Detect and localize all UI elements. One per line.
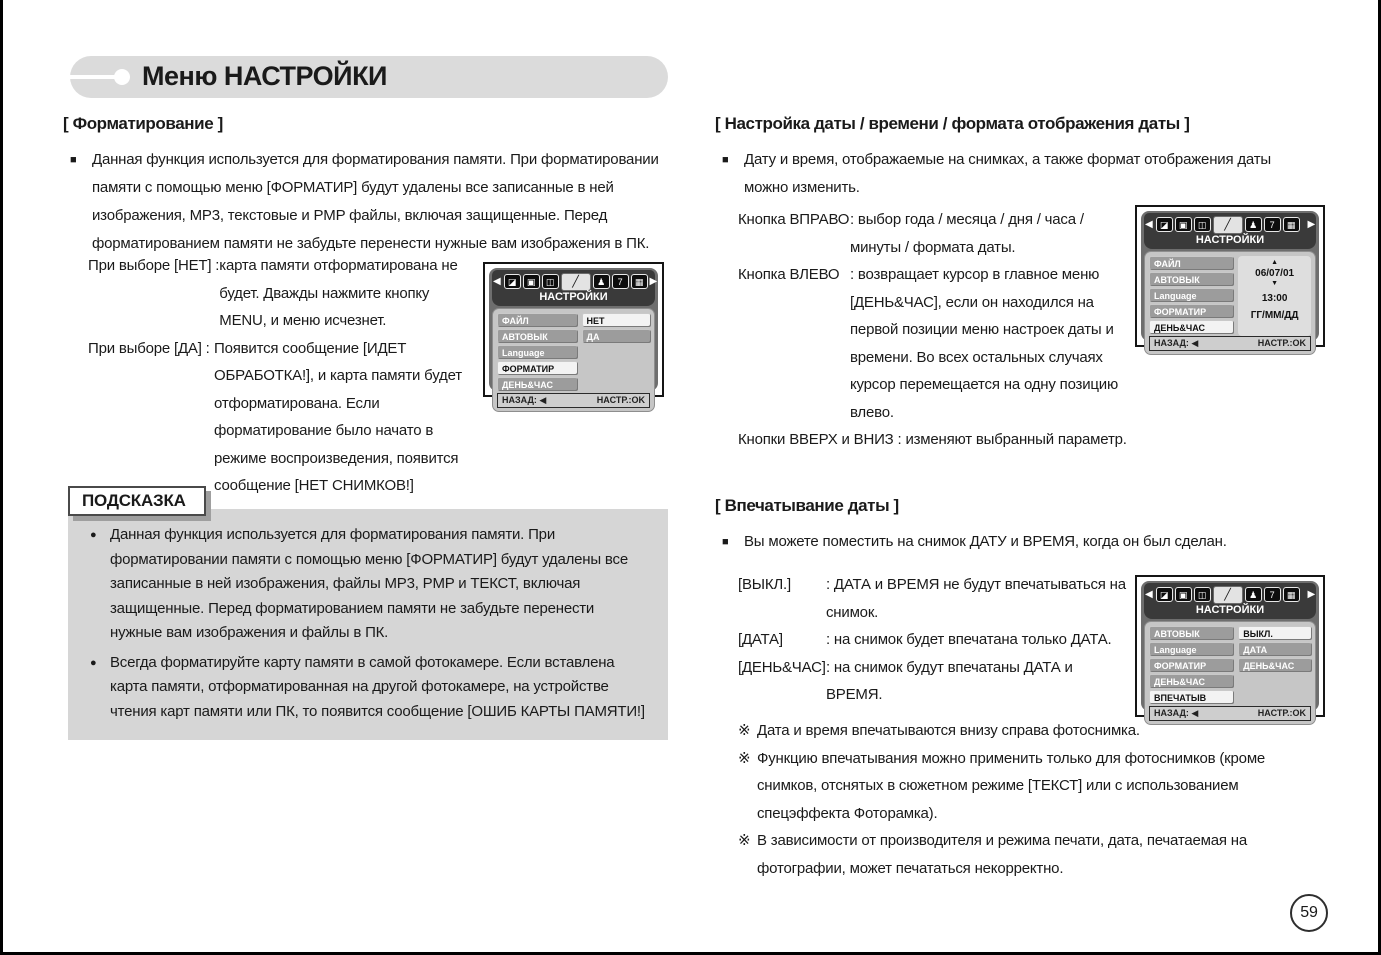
lcd-date-value: 06/07/01 [1255,268,1295,279]
hint-bullet-1 [90,523,650,646]
wrench-icon: ╱ [1213,586,1243,604]
prev-tab-icon: ◀ [493,276,501,287]
lcd-menu-item-selected: ВПЕЧАТЫВ [1149,690,1233,703]
lcd-menu-body [492,308,655,412]
lcd-time-value: 13:00 [1261,293,1288,304]
format-option-no-label: При выборе [НЕТ] : [88,257,220,274]
imprint-option-datetime-label: [ДЕНЬ&ЧАС] [738,658,826,676]
figure-icon: ♟ [1245,217,1262,232]
imprint-option-off [738,571,1128,626]
imprint-option-date-text: : на снимок будет впечатана только ДАТА. [826,631,1112,648]
dot-bullet-icon: ● [90,656,97,669]
imprint-note-1-text: Дата и время впечатываются внизу справа фотоснимка. [757,722,1140,739]
imprint-note-3 [738,827,1338,882]
format-option-no [88,252,469,335]
lcd-menu-item: ФОРМАТИР [1149,658,1233,671]
lcd-mode-iconbar [1145,215,1315,234]
lcd-date-panel-wrap [1238,256,1311,336]
format-option-yes [88,335,469,500]
lcd-menu-item: ФАЙЛ [497,313,577,326]
lcd-screenshot-datetime [1135,205,1325,347]
lcd-menu-item: ФАЙЛ [1149,256,1233,269]
lcd-menu-item: АВТОВЫК [1149,626,1233,639]
corner-square-icon: ◪ [1156,217,1173,232]
imprint-note-1 [738,717,1338,745]
lcd-footer-back: НАЗАД: ◀ [502,395,547,405]
grid-icon: ▦ [1283,587,1300,602]
lcd-top-bar [1144,583,1316,619]
hint-bullet-2 [90,651,650,725]
square-bullet-icon: ■ [70,154,77,166]
grid-icon: ▦ [1283,217,1300,232]
note-marker-icon: ※ [738,832,751,849]
imprint-option-date [738,626,1128,654]
lcd-mode-iconbar [1145,585,1315,604]
imprint-section-heading: [ Впечатывание даты ] [715,496,899,515]
lcd-footer-set: НАСТР.:OK [1257,338,1306,348]
lcd-option-list [582,313,650,393]
lcd-menu-item: Language [1149,288,1233,301]
banner-decoration-dot [114,69,130,85]
updown-buttons-line: Кнопки ВВЕРХ и ВНИЗ : изменяют выбранный параметр. [738,431,1127,448]
square-bullet-icon: ■ [722,154,729,166]
lcd-display [1141,211,1319,348]
lcd-menu-item-selected: ФОРМАТИР [497,361,577,374]
format-option-no-text: карта памяти отформатирована не будет. Дважды нажмите кнопку MENU, и меню исчезнет. [219,257,458,329]
imprint-notes [738,717,1338,882]
next-tab-icon: ▶ [649,276,657,287]
hint-title-box [68,486,206,516]
prev-tab-icon: ◀ [1145,589,1153,600]
imprint-note-3-text: В зависимости от производителя и режима печати, дата, печатаемая на фотографии, может печататься некорректно. [757,832,1248,877]
note-marker-icon: ※ [738,722,751,739]
lcd-menu-item-selected: ДЕНЬ&ЧАС [1149,320,1233,333]
lcd-footer-bar [497,393,650,408]
effect-icon: 7 [1264,587,1281,602]
wrench-icon: ╱ [1213,216,1243,234]
lcd-menu-item: АВТОВЫК [497,329,577,342]
lcd-menu-item: ДЕНЬ&ЧАС [1149,674,1233,687]
lcd-display [489,268,658,405]
prev-tab-icon: ◀ [1145,219,1153,230]
lcd-menu-columns [1149,626,1311,706]
next-tab-icon: ▶ [1307,219,1315,230]
lcd-mode-iconbar [493,272,657,291]
bar-square-icon: ◫ [542,274,559,289]
square-bullet-icon: ■ [722,536,729,548]
format-options [88,252,469,500]
lcd-menu-title: НАСТРОЙКИ [539,291,608,303]
lcd-menu-title: НАСТРОЙКИ [1195,604,1265,616]
figure-icon: ♟ [593,274,610,289]
hint-title: ПОДСКАЗКА [82,491,186,510]
effect-icon: 7 [1264,217,1281,232]
figure-icon: ♟ [1245,587,1262,602]
lcd-menu-item: Language [497,345,577,358]
right-button-text: : выбор года / месяца / дня / часа / минуты / формата даты. [850,211,1084,256]
page-title: Меню НАСТРОЙКИ [142,61,387,91]
format-option-yes-text: Появится сообщение [ИДЕТ ОБРАБОТКА!], и карта памяти будет отформатирована. Если форматирование было начато в режиме воспроизведения, появится сообщение [НЕТ СНИМКОВ!] [214,339,462,494]
imprint-note-2 [738,745,1338,828]
right-button-row [738,206,1135,261]
imprint-intro [722,528,1322,556]
corner-square-icon: ◪ [1156,587,1173,602]
lcd-menu-list [1149,626,1233,706]
lcd-menu-item: Language [1149,642,1233,655]
left-button-row [738,261,1135,426]
format-section-heading: [ Форматирование ] [63,114,223,133]
imprint-option-off-label: [ВЫКЛ.] [738,576,791,593]
lcd-top-bar [1144,213,1316,249]
hint-bullet-1-text: Данная функция используется для форматирования памяти. При форматировании памяти с помощью меню [ФОРМАТИР] будут удалены все записанные в ней изображения, файлы MP3, PMP и ТЕКСТ, включая защищенные. Перед форматированием памяти не забудьте перенести нужные вам изображения и файлы в ПК. [110,526,628,641]
cursor-down-icon: ▼ [1271,280,1279,287]
lcd-menu-list [1149,256,1233,336]
page-title-banner [70,56,668,98]
date-button-descriptions [738,206,1135,454]
lcd-footer-back: НАЗАД: ◀ [1154,338,1199,348]
effect-icon: 7 [612,274,629,289]
lcd-menu-columns [497,313,650,393]
lcd-footer-set: НАСТР.:OK [1257,708,1306,718]
lcd-date-panel [1238,256,1311,336]
lcd-option-item: ДА [582,329,650,342]
lcd-option-item: ДЕНЬ&ЧАС [1238,658,1311,671]
hint-content [90,523,650,729]
lcd-display [1141,581,1319,718]
imprint-option-off-text: : ДАТА и ВРЕМЯ не будут впечатываться на снимок. [826,576,1126,621]
lcd-menu-columns [1149,256,1311,336]
left-button-text: : возвращает курсор в главное меню [ДЕНЬ&ЧАС], если он находился на первой позиции меню настроек даты и времени. Во всех остальных случаях курсор перемещается на одну позицию влево. [850,266,1119,421]
lcd-option-item-selected: НЕТ [582,313,650,326]
dot-square-icon: ▣ [1175,587,1192,602]
lcd-screenshot-imprint [1135,575,1325,717]
scan-edge-left [0,0,3,955]
dot-square-icon: ▣ [523,274,540,289]
date-intro-text: Дату и время, отображаемые на снимках, а также формат отображения даты можно изменить. [744,151,1271,196]
lcd-menu-item: ДЕНЬ&ЧАС [497,377,577,390]
cursor-up-icon: ▲ [1271,259,1279,266]
banner-decoration-line [64,75,120,79]
wrench-icon: ╱ [561,273,591,291]
dot-square-icon: ▣ [1175,217,1192,232]
bar-square-icon: ◫ [1194,587,1211,602]
imprint-intro-text: Вы можете поместить на снимок ДАТУ и ВРЕМЯ, когда он был сделан. [744,533,1227,550]
grid-icon: ▦ [631,274,648,289]
lcd-top-bar [492,270,655,306]
hint-bullet-2-text: Всегда форматируйте карту памяти в самой фотокамере. Если вставлена карта памяти, отформатированная на другой фотокамере, на устройстве чтения карт памяти или ПК, то появится сообщение [ОШИБ КАРТЫ ПАМЯТИ!] [110,653,645,720]
lcd-date-format-value: ГГ/ММ/ДД [1250,310,1299,321]
format-intro-text: Данная функция используется для форматирования памяти. При форматировании памяти с помощью меню [ФОРМАТИР] будут удалены все записанные в ней изображения, MP3, текстовые и PMP файлы, включая защищенные. Перед форматированием памяти не забудьте перенести нужные вам изображения в ПК. [92,151,659,252]
lcd-screenshot-format [483,262,664,405]
date-intro [722,146,1314,202]
lcd-option-item: ДАТА [1238,642,1311,655]
imprint-option-datetime [738,654,1128,709]
imprint-option-date-label: [ДАТА] [738,631,783,648]
lcd-menu-list [497,313,577,393]
page-number: 59 [1300,904,1318,921]
lcd-menu-body [1144,621,1316,725]
note-marker-icon: ※ [738,749,751,767]
left-button-label: Кнопка ВЛЕВО [738,266,840,283]
imprint-option-datetime-text: : на снимок будут впечатаны ДАТА и ВРЕМЯ. [826,658,1073,703]
lcd-menu-item: ФОРМАТИР [1149,304,1233,317]
lcd-option-list [1238,626,1311,706]
right-button-label: Кнопка ВПРАВО [738,211,850,228]
lcd-footer-bar [1149,336,1311,351]
date-section-heading: [ Настройка даты / времени / формата отображения даты ] [715,114,1190,133]
imprint-options [738,571,1128,709]
dot-bullet-icon: ● [90,529,97,541]
lcd-option-item-selected: ВЫКЛ. [1238,626,1311,639]
lcd-footer-back: НАЗАД: ◀ [1154,708,1199,718]
lcd-menu-title: НАСТРОЙКИ [1195,234,1265,246]
next-tab-icon: ▶ [1307,589,1315,600]
corner-square-icon: ◪ [504,274,521,289]
page-number-badge [1290,894,1328,932]
bar-square-icon: ◫ [1194,217,1211,232]
lcd-menu-item: АВТОВЫК [1149,272,1233,285]
lcd-footer-set: НАСТР.:OK [596,395,645,405]
lcd-menu-body [1144,251,1316,355]
format-option-yes-label: При выборе [ДА] : [88,339,210,357]
format-intro [70,146,671,258]
imprint-note-2-text: Функцию впечатывания можно применить только для фотоснимков (кроме снимков, отснятых в сюжетном режиме [ТЕКСТ] или с использованием спецэффекта Фоторамка). [757,749,1266,822]
